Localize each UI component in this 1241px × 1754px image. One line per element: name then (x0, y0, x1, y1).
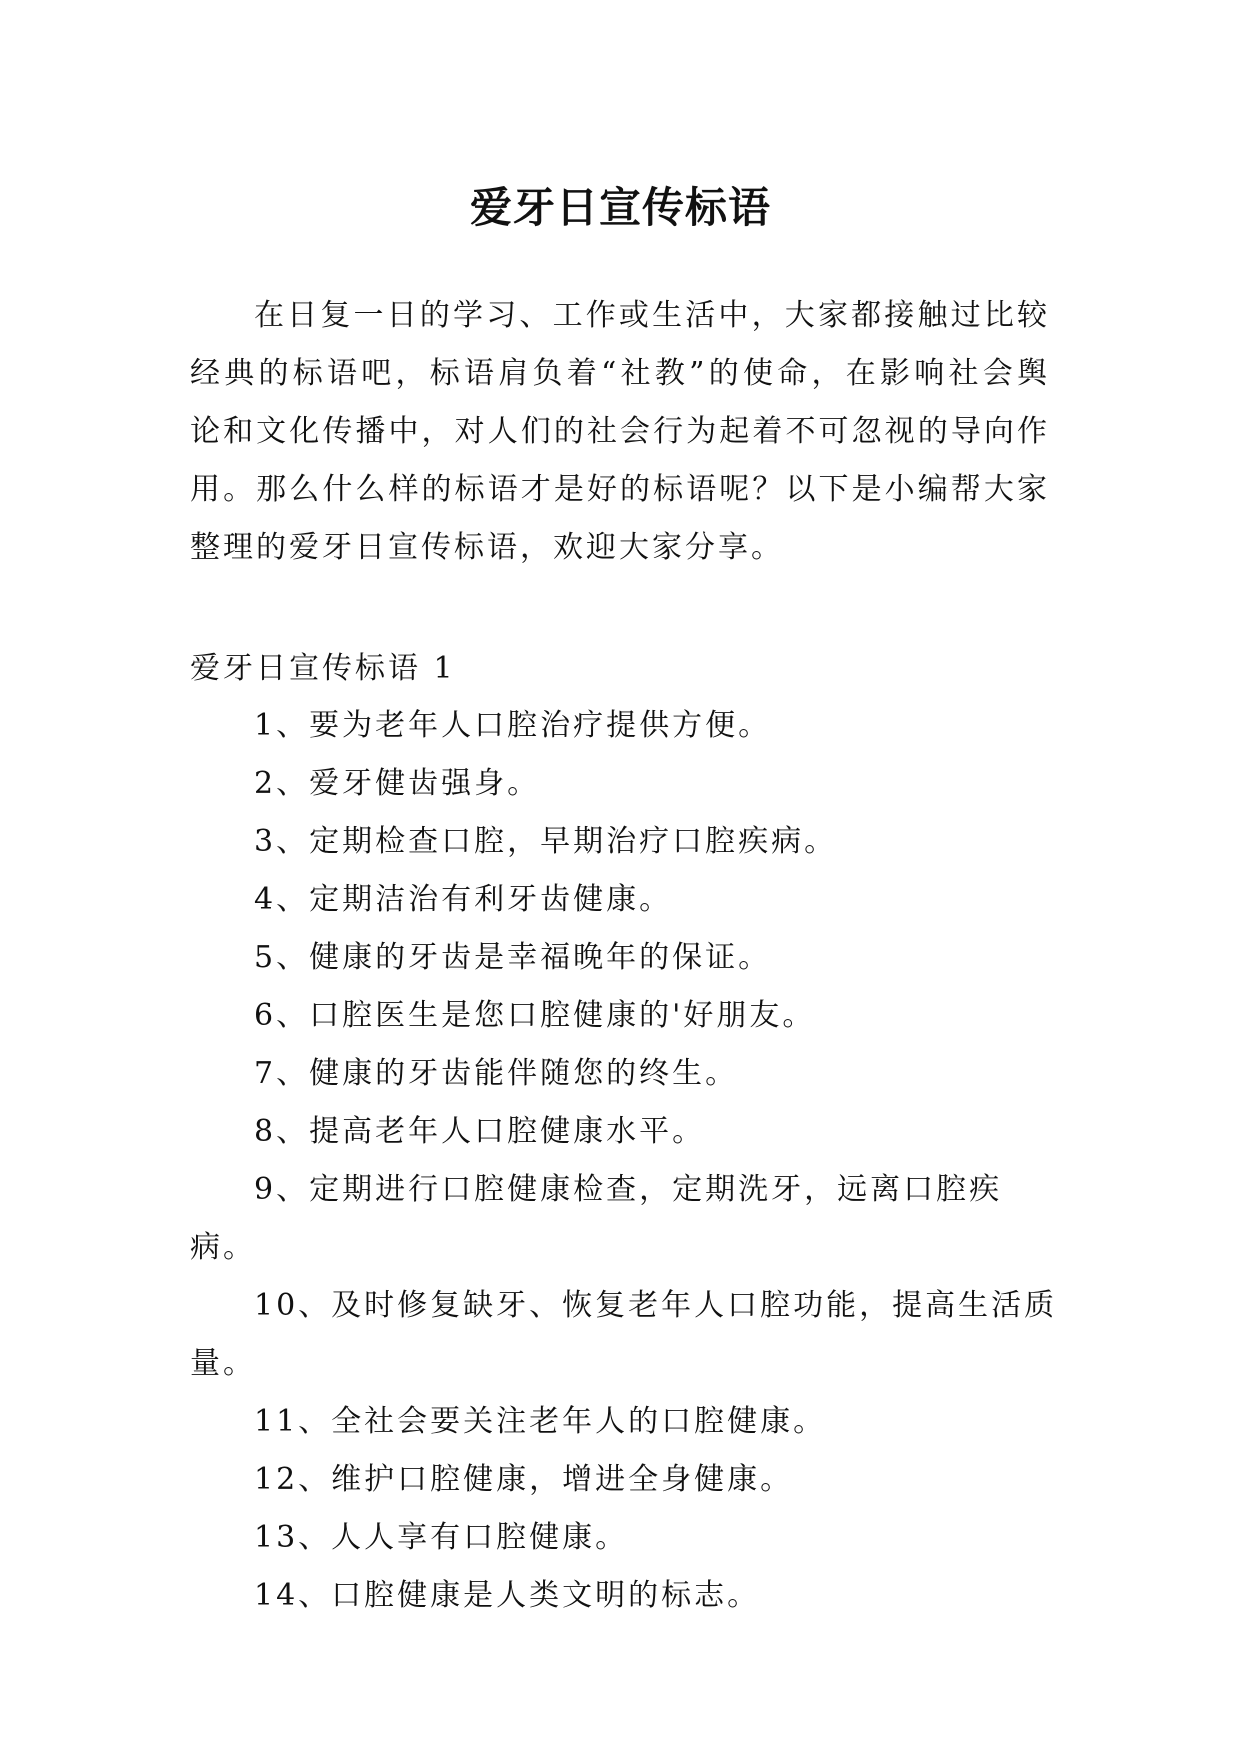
slogan-item: 12、维护口腔健康，增进全身健康。 (254, 1462, 794, 1497)
slogan-item: 6、口腔医生是您口腔健康的'好朋友。 (254, 998, 816, 1033)
slogan-item: 1、要为老年人口腔治疗提供方便。 (254, 708, 772, 743)
intro-paragraph: 在日复一日的学习、工作或生活中，大家都接触过比较经典的标语吧，标语肩负着“社教”的使命，在影响社会舆论和文化传播中，对人们的社会行为起着不可忽视的导向作用。那么什么样的标语才是好的标语呢？以下是小编帮大家整理的爱牙日宣传标语，欢迎大家分享。 (190, 298, 1050, 565)
slogan-item: 2、爱牙健齿强身。 (254, 766, 541, 801)
slogan-item: 13、人人享有口腔健康。 (254, 1520, 629, 1555)
slogan-item: 14、口腔健康是人类文明的标志。 (254, 1578, 761, 1613)
slogan-item: 5、健康的牙齿是幸福晚年的保证。 (254, 940, 772, 975)
slogan-item: 11、全社会要关注老年人的口腔健康。 (254, 1404, 827, 1439)
slogan-item: 4、定期洁治有利牙齿健康。 (254, 882, 673, 917)
slogan-item: 7、健康的牙齿能伴随您的终生。 (254, 1056, 739, 1091)
slogan-item: 10、及时修复缺牙、恢复老年人口腔功能，提高生活质量。 (190, 1288, 1058, 1381)
slogan-list (190, 697, 1060, 1625)
slogan-item: 3、定期检查口腔，早期治疗口腔疾病。 (254, 824, 838, 859)
page-title: 爱牙日宣传标语 (469, 183, 771, 233)
slogan-item: 8、提高老年人口腔健康水平。 (254, 1114, 706, 1149)
section-heading: 爱牙日宣传标语 1 (190, 651, 456, 686)
slogan-item: 9、定期进行口腔健康检查，定期洗牙，远离口腔疾病。 (190, 1172, 1003, 1265)
